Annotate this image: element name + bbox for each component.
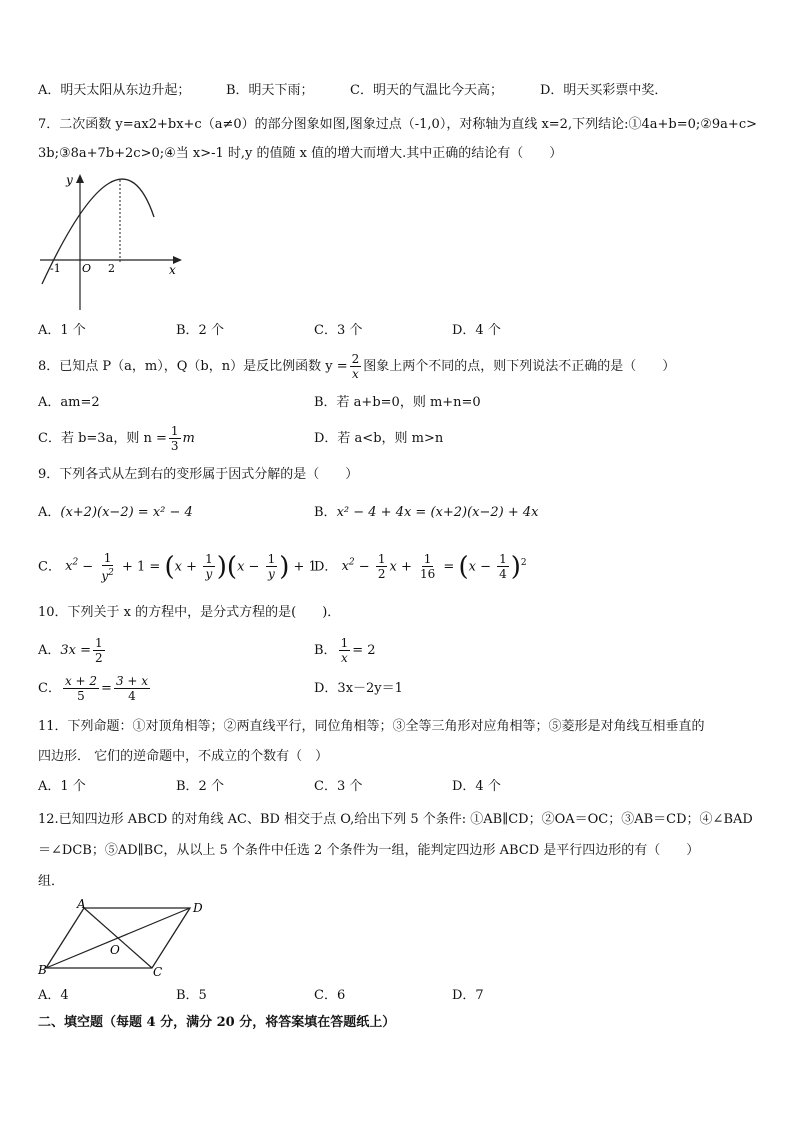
q12-option-b: B．5 [176, 988, 207, 1003]
q8-stem [38, 352, 675, 381]
q11-option-b: B．2 个 [176, 779, 224, 794]
fig-label-c: C [153, 965, 163, 979]
section-2-heading: 二、填空题（每题 4 分，满分 20 分，将答案填在答题纸上） [38, 1015, 396, 1030]
q9-option-b [314, 504, 539, 522]
q8-fraction [350, 352, 362, 381]
q8-c-fraction [169, 424, 181, 453]
q10-option-d: D．3x－2y＝1 [314, 681, 403, 696]
q6-option-a: A．明天太阳从东边升起； [38, 83, 191, 98]
q8-c-den: 3 [170, 439, 179, 453]
q8-option-c [38, 424, 195, 453]
q9-d-label: D． [314, 559, 338, 575]
q10-c-label: C． [38, 681, 61, 696]
q10-a-label: A． [38, 643, 61, 658]
graph-y-label: y [66, 173, 73, 187]
graph-x-label: x [169, 263, 176, 277]
q12-stem-line3: 组． [38, 874, 65, 889]
q8-option-b: B．若 a+b=0，则 m+n=0 [314, 395, 481, 410]
q7-stem-line1: 7．二次函数 y=ax2+bx+c（a≠0）的部分图象如图,图象过点（-1,0），对称轴为直线 x=2,下列结论:①4a+b=0;②9a+c> [38, 117, 757, 132]
q10-c-num1: x + 2 [64, 674, 98, 688]
q10-option-a [38, 636, 107, 665]
q9-option-c: C． $x^2$ − $\frac{1}{y^2}$ + 1 = (x + $\frac{1}{y}$ )(x − $\frac{1}{y}$ ) + 1 [38, 550, 317, 583]
q7-stem-line2: 3b;③8a+7b+2c>0;④当 x>-1 时,y 的值随 x 值的增大而增大.其中正确的结论有（ ） [38, 146, 563, 161]
q12-parallelogram-figure [36, 896, 216, 982]
q10-option-b [314, 636, 376, 665]
q10-b-label: B． [314, 643, 337, 658]
q8-c-post: m [182, 431, 195, 446]
q7-option-d: D．4 个 [452, 323, 501, 338]
q10-b-num: 1 [340, 636, 349, 650]
q11-stem-line1: 11．下列命题：①对顶角相等；②两直线平行，同位角相等；③全等三角形对应角相等；⑤菱形是对角线互相垂直的 [38, 719, 705, 734]
q9-option-a [38, 504, 193, 522]
q11-option-d: D．4 个 [452, 779, 501, 794]
q7-option-c: C．3 个 [314, 323, 363, 338]
q8-frac-num: 2 [351, 352, 360, 366]
graph-neg1-label: -1 [50, 262, 61, 275]
q8-stem-pre: 8．已知点 P（a，m），Q（b，n）是反比例函数 y = [38, 359, 348, 374]
q6-option-c: C．明天的气温比今天高； [350, 83, 503, 98]
q10-b-den: x [340, 651, 348, 665]
q10-stem: 10．下列关于 x 的方程中，是分式方程的是( )． [38, 605, 341, 620]
q7-option-b: B．2 个 [176, 323, 224, 338]
q8-c-num: 1 [170, 424, 179, 438]
q11-option-c: C．3 个 [314, 779, 363, 794]
q12-option-a: A．4 [38, 988, 69, 1003]
q10-c-eq: = [101, 681, 112, 696]
fig-label-d: D [193, 901, 203, 915]
q10-a-num: 1 [95, 636, 103, 650]
q9-a-label: A． [38, 505, 61, 520]
q8-stem-post: 图象上两个不同的点，则下列说法不正确的是（ ） [363, 359, 676, 374]
q11-option-a: A．1 个 [38, 779, 86, 794]
q10-c-num2: 3 + x [115, 674, 149, 688]
q9-option-d: D． $x^2$ − $\frac{1}{2}$ x + $\frac{1}{16}$ = (x − $\frac{1}{4}$ )$^2$ [314, 551, 527, 582]
q12-stem-line1: 12.已知四边形 ABCD 的对角线 AC、BD 相交于点 O,给出下列 5 个条件: ①AB∥CD；②OA＝OC；③AB＝CD；④∠BAD [38, 812, 753, 827]
q12-stem-line2: ＝∠DCB；⑤AD∥BC，从以上 5 个条件中任选 2 个条件为一组，能判定四边形 ABCD 是平行四边形的有（ ） [38, 843, 700, 858]
q9-stem: 9．下列各式从左到右的变形属于因式分解的是（ ） [38, 467, 359, 482]
graph-two-label: 2 [108, 262, 115, 275]
q9-a-expr: (x+2)(x−2) = x² − 4 [60, 505, 193, 520]
q10-a-pre: 3x = [60, 643, 92, 658]
q6-option-b: B．明天下雨； [226, 83, 314, 98]
q10-a-den: 2 [95, 651, 103, 665]
fig-label-o: O [110, 943, 120, 957]
q10-b-post: = 2 [352, 643, 376, 658]
q10-c-den2: 4 [128, 689, 136, 703]
q7-option-a: A．1 个 [38, 323, 86, 338]
q9-c-label: C． [38, 559, 61, 575]
q8-frac-den: x [352, 367, 359, 381]
q8-option-a: A．am=2 [38, 395, 100, 410]
q8-c-pre: C．若 b=3a，则 n = [38, 431, 167, 446]
fig-label-a: A [77, 897, 86, 911]
q9-b-label: B． [314, 505, 337, 520]
q12-option-c: C．6 [314, 988, 346, 1003]
fig-label-b: B [38, 963, 47, 977]
q10-c-den1: 5 [77, 689, 85, 703]
graph-origin-label: O [82, 262, 92, 275]
q8-option-d: D．若 a<b，则 m>n [314, 431, 444, 446]
q7-parabola-graph [36, 170, 186, 312]
q11-stem-line2: 四边形． 它们的逆命题中，不成立的个数有（ ） [38, 749, 329, 764]
q12-option-d: D．7 [452, 988, 484, 1003]
q9-b-expr: x² − 4 + 4x = (x+2)(x−2) + 4x [336, 505, 539, 520]
q6-option-d: D．明天买彩票中奖． [540, 83, 668, 98]
q10-option-c [38, 674, 152, 703]
